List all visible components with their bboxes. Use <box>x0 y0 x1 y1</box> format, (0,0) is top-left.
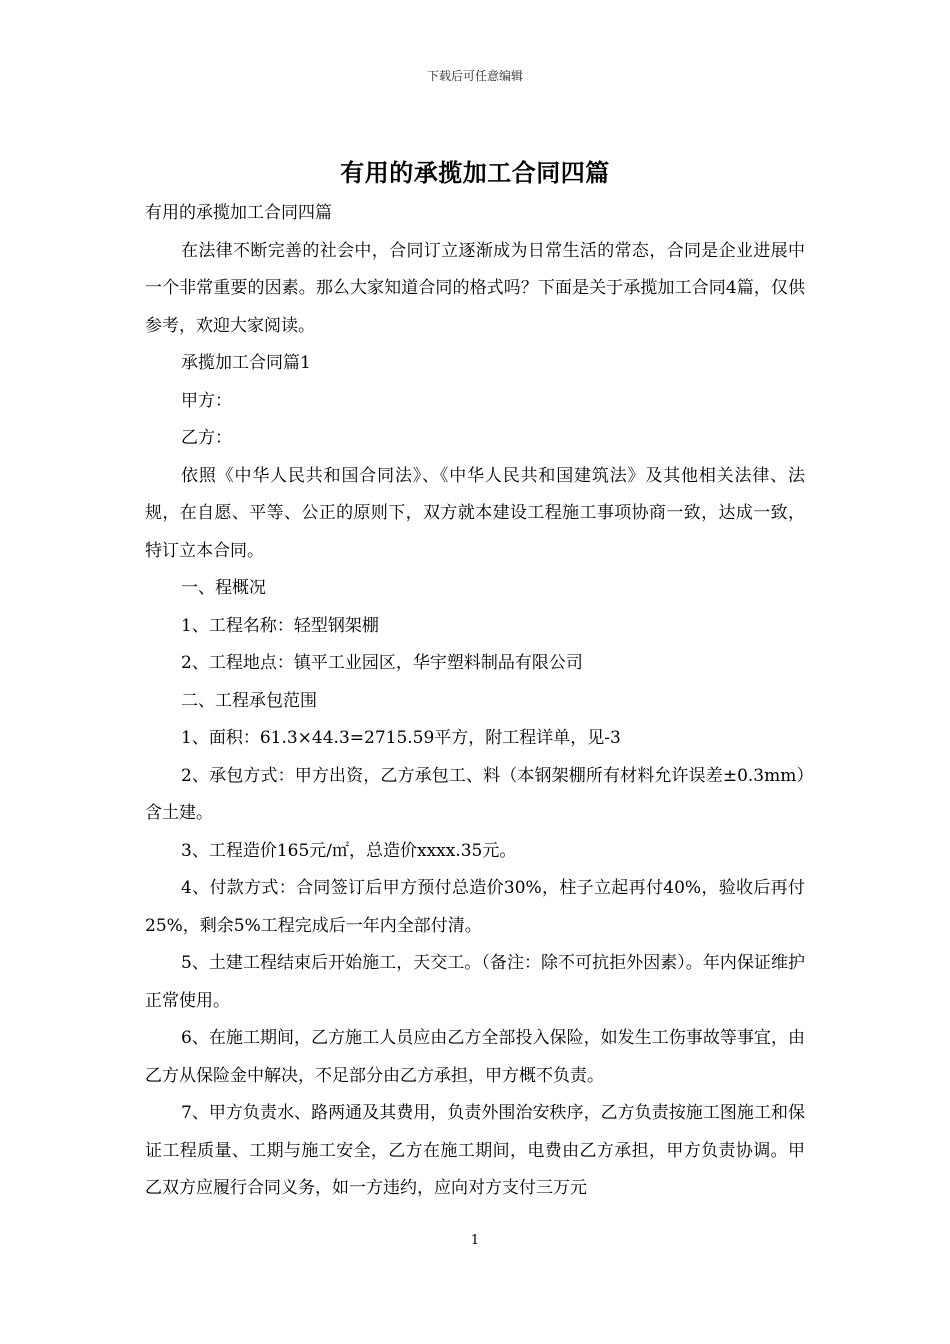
paragraph: 1、工程名称：轻型钢架棚 <box>181 615 379 636</box>
document-body <box>145 195 805 1208</box>
document-title: 有用的承揽加工合同四篇 <box>340 158 610 187</box>
page-header: 下载后可任意编辑 <box>426 69 523 83</box>
paragraph: 有用的承揽加工合同四篇 <box>145 203 332 223</box>
paragraph: 甲方： <box>181 390 232 411</box>
paragraph: 一、程概况 <box>181 578 266 598</box>
paragraph: 4、付款方式：合同签订后甲方预付总造价30%，柱子立起再付40%，验收后再付25%，剩余5%工程完成后一年内全部付清。 <box>145 878 805 936</box>
paragraph: 2、承包方式：甲方出资，乙方承包工、料（本钢架棚所有材料允许误差±0.3mm）含土建。 <box>145 765 805 823</box>
page-number: 1 <box>470 1233 480 1248</box>
paragraph: 2、工程地点：镇平工业园区，华宇塑料制品有限公司 <box>181 653 583 673</box>
paragraph: 6、在施工期间，乙方施工人员应由乙方全部投入保险，如发生工伤事故等事宜，由乙方从保险金中解决，不足部分由乙方承担，甲方概不负责。 <box>145 1028 805 1086</box>
paragraph: 依照《中华人民共和国合同法》、《中华人民共和国建筑法》及其他相关法律、法规，在自愿、平等、公正的原则下，双方就本建设工程施工事项协商一致，达成一致，特订立本合同。 <box>145 465 805 561</box>
paragraph: 在法律不断完善的社会中，合同订立逐渐成为日常生活的常态，合同是企业进展中一个非常重要的因素。那么大家知道合同的格式吗？下面是关于承揽加工合同4篇，仅供参考，欢迎大家阅读。 <box>145 240 805 336</box>
paragraph: 二、工程承包范围 <box>181 690 317 711</box>
paragraph: 7、甲方负责水、路两通及其费用，负责外围治安秩序，乙方负责按施工图施工和保证工程质量、工期与施工安全，乙方在施工期间，电费由乙方承担，甲方负责协调。甲乙双方应履行合同义务，如一方违约，应向对方支付三万元 <box>145 1103 805 1198</box>
paragraph: 承揽加工合同篇1 <box>181 353 311 373</box>
paragraph: 5、土建工程结束后开始施工，天交工。（备注：除不可抗拒外因素）。年内保证维护正常使用。 <box>145 953 805 1011</box>
paragraph: 1、面积：61.3×44.3=2715.59平方，附工程详单，见-3 <box>181 728 621 748</box>
paragraph: 3、工程造价165元/㎡，总造价xxxx.35元。 <box>181 840 517 861</box>
paragraph: 乙方： <box>181 428 232 448</box>
